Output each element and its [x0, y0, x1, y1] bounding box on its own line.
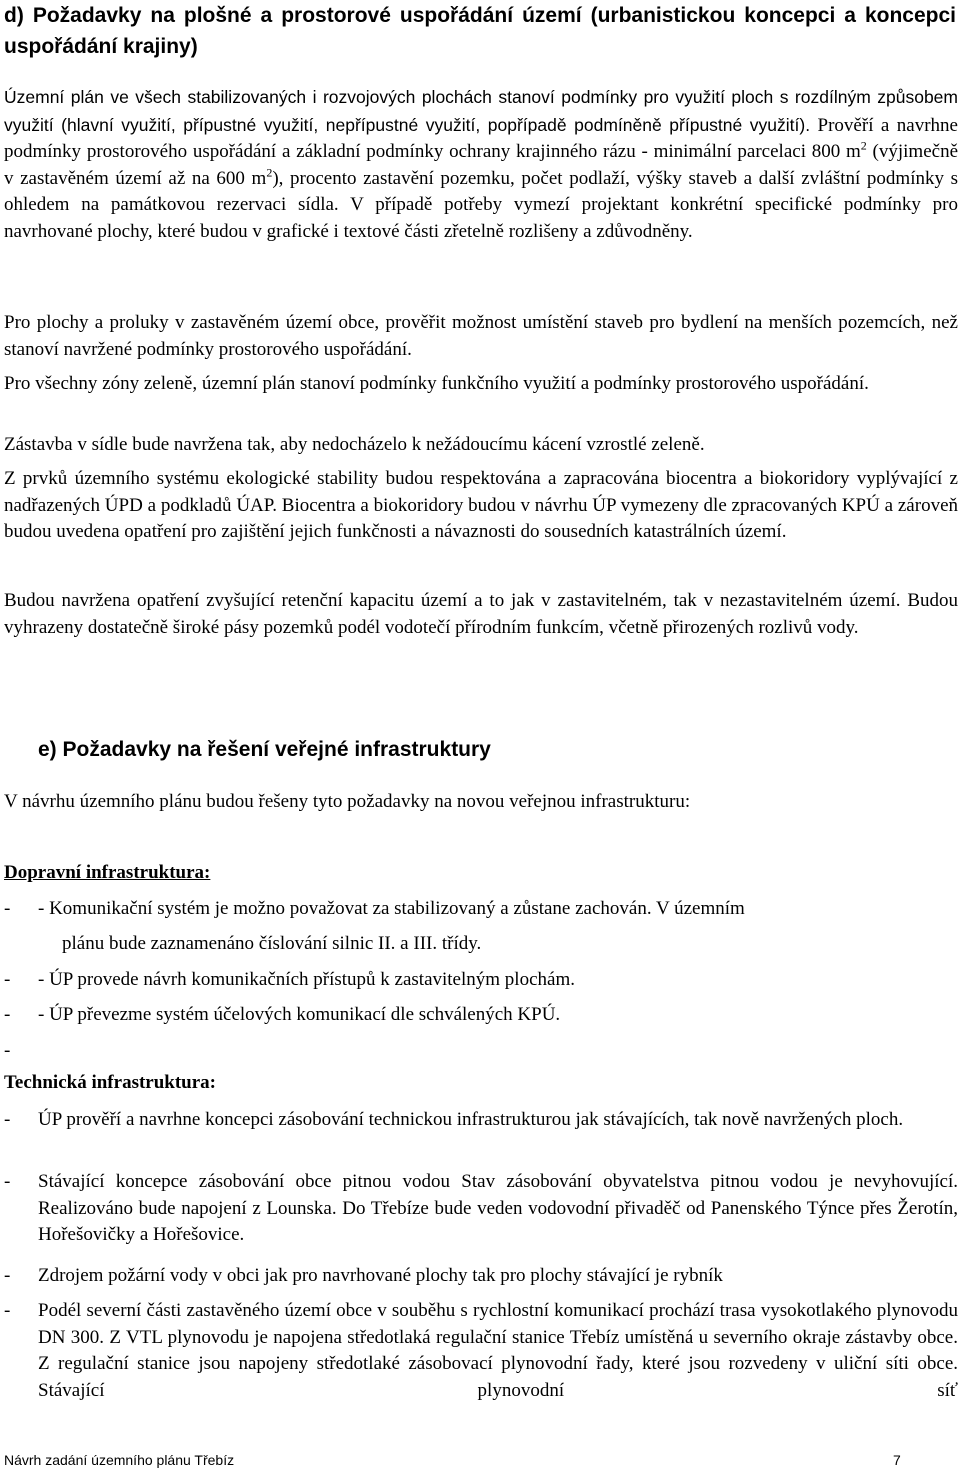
list-dash: - — [4, 1040, 11, 1061]
p1-sup-2: 2 — [266, 165, 273, 180]
section-d-paragraph-6: Budou navržena opatření zvyšující retenční kapacitu území a to jak v zastavitelném, tak v nezastavitelném území. Budou vyhrazeny dostatečně široké pásy pozemků podél vodotečí přírodním funkcím, včetně přirozených rozlivů vody. — [4, 590, 958, 638]
section-e-intro: V návrhu územního plánu budou řešeny tyto požadavky na novou veřejnou infrastrukturu: — [4, 791, 691, 812]
section-d-paragraph-4: Zástavba v sídle bude navržena tak, aby nedocházelo k nežádoucímu kácení vzrostlé zeleně. — [4, 434, 705, 455]
list-dash: - — [4, 1004, 11, 1025]
dopravni-item-1-line-2: plánu bude zaznamenáno číslování silnic II. a III. třídy. — [62, 933, 482, 954]
footer-page-number: 7 — [893, 1452, 901, 1468]
list-dash: - — [4, 1171, 11, 1192]
p1-sans-part: Územní plán ve všech stabilizovaných i rozvojových plochách stanoví podmínky pro využití ploch s rozdílným způsobem využití (hlavní využití, přípustné využití, nepřípustné využití, popřípadě podmíněně přípustné využití). — [4, 87, 958, 135]
list-dash: - — [4, 1300, 11, 1321]
dopravni-heading: Dopravní infrastruktura: — [4, 862, 211, 883]
dopravni-item-1-line-1: - Komunikační systém je možno považovat za stabilizovaný a zůstane zachován. V územním — [38, 898, 745, 919]
list-dash: - — [4, 1265, 11, 1286]
p1-part-c: (výjimečně v zastavěném území až na 600 m — [4, 141, 959, 189]
section-d-heading: d) Požadavky na plošné a prostorové uspořádání území (urbanistickou koncepci a koncepci uspořádání krajiny) — [4, 4, 956, 58]
technicka-item-4-text: Podél severní části zastavěného území obce v souběhu s rychlostní komunikací prochází trasa vysokotlakého plynovodu DN 300. Z VTL plynovodu je napojena středotlaká regulační stanice Třebíz umístěná u severního okraje zástavby obce. Z regulační stanice jsou napojeny středotlaké zásobovací plynovodní řady, které jsou rozvedeny v uliční síti obce. Stávající plynovodní síť — [38, 1300, 958, 1401]
section-e-heading: e) Požadavky na řešení veřejné infrastruktury — [38, 738, 491, 761]
section-d-paragraph-3: Pro všechny zóny zeleně, územní plán stanoví podmínky funkčního využití a podmínky prostorového uspořádání. — [4, 373, 869, 394]
technicka-item-2-text: Stávající koncepce zásobování obce pitnou vodou Stav zásobování obyvatelstva pitnou vodou je nevyhovující. Realizováno bude napojení z Lounska. Do Třebíze bude veden vodovodní přivaděč od Panenského Týnce přes Žerotín, Hořešovičky a Hořešovice. — [38, 1171, 958, 1246]
footer-title: Návrh zadání územního plánu Třebíz — [4, 1452, 235, 1468]
section-d-paragraph-2: Pro plochy a proluky v zastavěném území obce, prověřit možnost umístění staveb pro bydlení na menších pozemcích, než stanoví navržené podmínky prostorového uspořádání. — [4, 312, 958, 360]
dopravni-item-2-text: - ÚP provede návrh komunikačních přístupů k zastavitelným plochám. — [38, 969, 575, 990]
list-dash: - — [4, 1109, 11, 1130]
p1-part-d: ), procento zastavění pozemku, počet podlaží, výšky staveb a další zvláštní podmínky s ohledem na památkovou rezervaci sídla. — [4, 167, 958, 216]
technicka-heading: Technická infrastruktura: — [4, 1072, 217, 1093]
p1-part-b: Prověří a navrhne podmínky prostorového uspořádání a základní podmínky ochrany krajinného rázu - minimální parcelaci 800 m — [4, 114, 958, 163]
technicka-item-3-text: Zdrojem požární vody v obci jak pro navrhované plochy tak pro plochy stávající je rybník — [38, 1265, 723, 1286]
p1-part-e: V případě potřeby vymezí projektant konkrétní specifické podmínky pro navrhované plochy, které budou v grafické i textové části zřetelně rozlišeny a zdůvodněny. — [4, 194, 959, 242]
section-d-paragraph-1 — [4, 84, 958, 246]
list-dash: - — [4, 969, 11, 990]
dopravni-item-3-text: - ÚP převezme systém účelových komunikací dle schválených KPÚ. — [38, 1004, 561, 1025]
list-dash: - — [4, 898, 11, 919]
technicka-item-1-text: ÚP prověří a navrhne koncepci zásobování technickou infrastrukturou jak stávajících, tak nově navržených ploch. — [38, 1109, 904, 1130]
p1-sup-1: 2 — [860, 138, 867, 153]
section-d-paragraph-5: Z prvků územního systému ekologické stability budou respektována a zapracována biocentra a biokoridory vyplývající z nadřazených ÚPD a podkladů ÚAP. Biocentra a biokoridory budou v návrhu ÚP vymezeny dle zpracovaných KPÚ a zároveň budou uvedena opatření pro zajištění jejich funkčnosti a návaznosti do sousedních katastrálních území. — [4, 468, 958, 543]
